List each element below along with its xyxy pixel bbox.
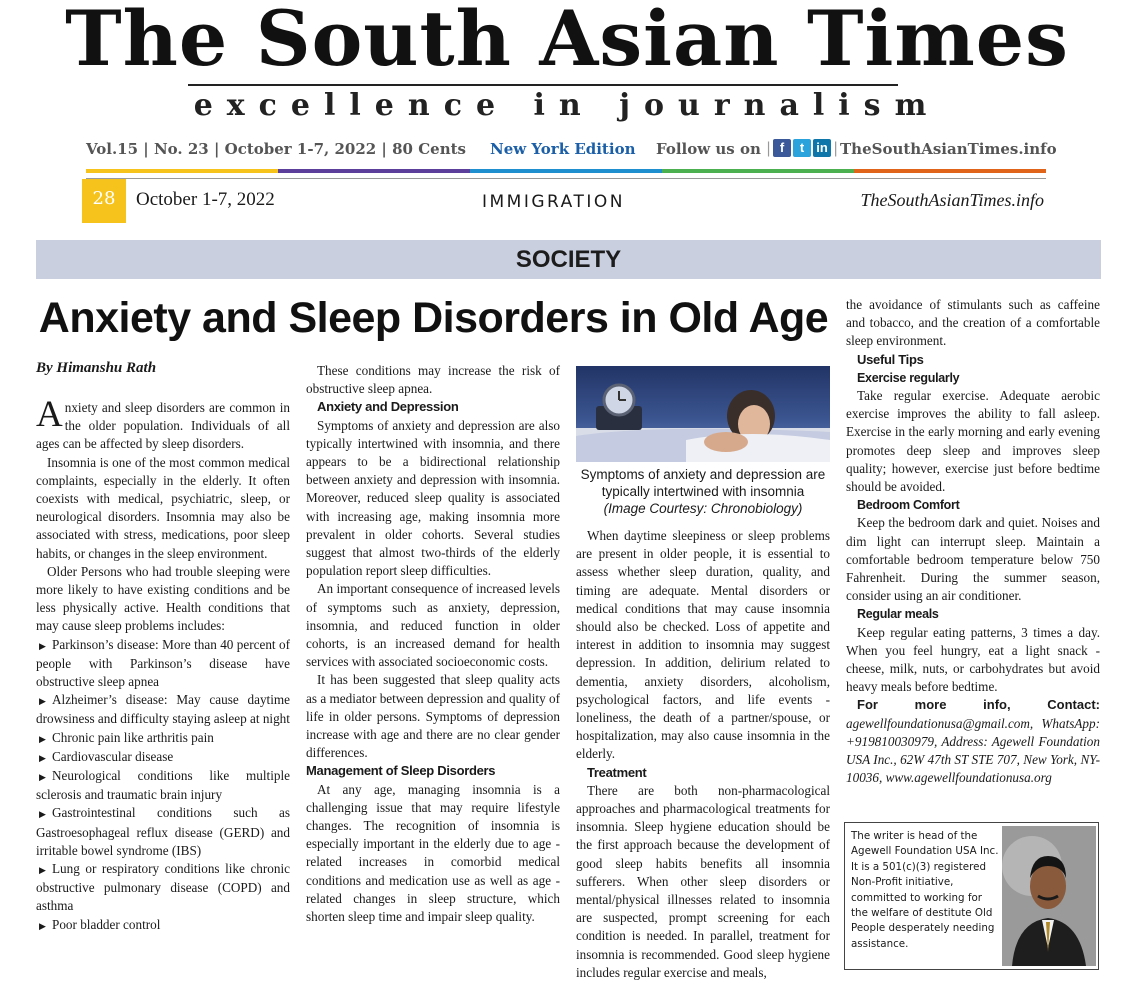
bullet-icon: ▶: [39, 809, 46, 820]
list-item: [36, 636, 290, 692]
caption-text: Symptoms of anxiety and depression are typically intertwined with insomnia: [580, 467, 826, 499]
bullet-icon: ▶: [39, 640, 46, 651]
author-bio: The writer is head of the Agewell Foundation USA Inc. It is a 501(c)(3) registered Non-Profit initiative, committed to working for the welfare of destitute Old People desperately needing assistance.: [851, 830, 999, 950]
paragraph: These conditions may increase the risk of obstructive sleep apnea.: [306, 363, 560, 397]
bullet-icon: ▶: [39, 752, 46, 763]
color-bar-segment: [662, 169, 854, 173]
condition-list: [36, 636, 290, 935]
contact-info: [846, 696, 1100, 787]
paragraph: Older Persons who had trouble sleeping were more likely to have existing conditions and be less physically active. Health conditions that may cause sleep problems includes:: [36, 563, 290, 634]
paragraph: Keep regular eating patterns, 3 times a day. When you feel hungry, eat a light snack - cheese, milk, nuts, or carbohydrates but avoid heavy meals before bedtime.: [846, 624, 1100, 695]
page-site[interactable]: TheSouthAsianTimes.info: [860, 190, 1044, 210]
caption-credit: (Image Courtesy: Chronobiology): [603, 501, 803, 516]
list-item: [36, 804, 290, 860]
article-column-4: [846, 296, 1100, 787]
color-bar-segment: [854, 169, 1046, 173]
list-item: [36, 729, 290, 748]
paragraph: At any age, managing insomnia is a challenging issue that may require lifestyle changes. The recognition of insomnia is especially important in the elderly due to age - related increases in comorbid medical conditions and medication use as well as age - related changes in sleep structure, which shorten sleep time and impair sleep quality.: [306, 781, 560, 925]
list-item-text: Lung or respiratory conditions like chronic obstructive pulmonary disease (COPD) and asthma: [36, 861, 290, 914]
paragraph: An important consequence of increased levels of symptoms such as anxiety, depression, insomnia, and reduced function in older cohorts, is an increased demand for health services with associated socioeconomic costs.: [306, 581, 560, 670]
page-bar: [86, 178, 1046, 222]
divider: |: [833, 139, 839, 157]
bullet-icon: ▶: [39, 920, 46, 931]
paragraph: Take regular exercise. Adequate aerobic exercise improves the ability to fall asleep. Exercise in the early morning and early evening promotes deep sleep and improves sleep quality; however, exercise just before bedtime should be avoided.: [846, 388, 1100, 495]
paragraph: Symptoms of anxiety and depression are also typically intertwined with insomnia, and there appears to be a bidirectional relationship between anxiety and depression with insomnia. Moreover, reduced sleep quality is associated with increasing age, making insomnia more prevalent in older cohorts. Several studies suggest that almost two-thirds of the elderly population report sleep difficulties.: [306, 417, 560, 579]
masthead-title: The South Asian Times: [65, 0, 1069, 83]
section-label: IMMIGRATION: [482, 192, 625, 212]
edition-label: New York Edition: [490, 140, 636, 158]
list-item-text: Gastrointestinal conditions such as Gastroesophageal reflux disease (GERD) and irritable bowel syndrome (IBS): [36, 805, 290, 858]
paragraph: There are both non-pharmacological approaches and pharmacological treatments for insomnia. Sleep hygiene education should be the first approach because the development of good sleep habits benefits all insomnia sufferers. When other sleep disorders or mental/physical illnesses related to insomnia are suspected, prompt screening for each condition is needed. In parallel, treatment for insomnia is recommended. Good sleep hygiene includes regular exercise and meals,: [576, 782, 830, 980]
article-photo: [576, 366, 830, 462]
social-links: [766, 139, 838, 157]
dropcap: A: [36, 394, 63, 435]
follow-label: Follow us on: [656, 140, 761, 158]
bullet-icon: ▶: [39, 696, 46, 707]
paragraph: [36, 394, 290, 454]
article-column-3: [576, 527, 830, 982]
bullet-icon: ▶: [39, 865, 46, 876]
color-bar-segment: [470, 169, 662, 173]
article-column-1: [36, 394, 290, 935]
author-photo: [1002, 826, 1096, 966]
page-date: October 1-7, 2022: [136, 189, 275, 210]
subheading: Anxiety and Depression: [317, 399, 459, 415]
list-item-text: Alzheimer’s disease: May cause daytime drowsiness and difficulty staying asleep at night: [36, 692, 290, 727]
list-item-text: Chronic pain like arthritis pain: [52, 729, 214, 745]
linkedin-icon[interactable]: in: [813, 139, 831, 157]
color-bar-segment: [86, 169, 278, 173]
author-portrait: [1002, 826, 1096, 966]
masthead-rule: [188, 84, 898, 86]
twitter-icon[interactable]: t: [793, 139, 811, 157]
list-item: [36, 860, 290, 916]
author-bio-box: [844, 822, 1099, 970]
issue-info: Vol.15 | No. 23 | October 1-7, 2022 | 80 Cents: [86, 140, 466, 158]
subheading: Bedroom Comfort: [857, 498, 960, 513]
article-headline: Anxiety and Sleep Disorders in Old Age: [38, 294, 829, 342]
list-item: [36, 767, 290, 804]
byline: By Himanshu Rath: [36, 360, 157, 376]
section-band: SOCIETY: [36, 240, 1101, 279]
paragraph: When daytime sleepiness or sleep problems are present in older people, it is essential to assess whether sleep duration, quality, and timing are adequate. Mental disorders or medical conditions that may cause insomnia should also be checked. Loss of appetite and interest in addition to insomnia may suggest depression. In addition, delirium related to dementia, anxiety disorders, alcoholism, psychological factors, and life events - loneliness, the death of a partner/spouse, or hospitalization, may also cause insomnia in the elderly.: [576, 528, 830, 762]
contact-text[interactable]: agewellfoundationusa@gmail.com, WhatsApp: +919810030979, Address: Agewell Foundation USA Inc., 62W 47th ST STE 707, New York, NY-10036, www.agewellfoundationusa.org: [846, 715, 1100, 786]
subheading: Regular meals: [857, 607, 939, 622]
list-item-text: Neurological conditions like multiple sclerosis and traumatic brain injury: [36, 768, 290, 803]
info-bar: [86, 139, 1057, 162]
tagline: excellence in journalism: [193, 88, 941, 123]
subheading: Useful Tips: [857, 351, 924, 367]
sleeping-woman-illustration: [576, 366, 830, 462]
paragraph: the avoidance of stimulants such as caffeine and tobacco, and the creation of a comfortable sleep environment.: [846, 297, 1100, 349]
list-item-text: Poor bladder control: [52, 916, 161, 932]
list-item: [36, 748, 290, 767]
divider: |: [766, 139, 772, 157]
color-bar-segment: [278, 169, 470, 173]
site-link[interactable]: TheSouthAsianTimes.info: [840, 140, 1057, 158]
list-item: [36, 691, 290, 728]
paragraph: It has been suggested that sleep quality acts as a mediator between depression and quality of life in older persons. Symptoms of depression increase with age and there are no clear gender differences.: [306, 672, 560, 761]
paragraph: Insomnia is one of the most common medical complaints, especially in the elderly. It often coexists with medical, psychiatric, sleep, or neurological disorders. Insomnia may also be associated with stress, medications, poor sleep habits, or changes in the sleep environment.: [36, 454, 290, 561]
list-item-text: Parkinson’s disease: More than 40 percent of people with Parkinson’s disease have obstructive sleep apnea: [36, 636, 290, 690]
list-item-text: Cardiovascular disease: [52, 748, 174, 764]
subheading: Management of Sleep Disorders: [306, 763, 496, 779]
subheading: Treatment: [587, 764, 647, 780]
facebook-icon[interactable]: f: [773, 139, 791, 157]
paragraph: Keep the bedroom dark and quiet. Noises and dim light can interrupt sleep. Maintain a comfortable bedroom temperature below 750 Fahrenheit. During the summer season, consider using an air conditioner.: [846, 515, 1100, 604]
contact-label: For more info, Contact:: [857, 697, 1100, 713]
list-item: [36, 916, 290, 935]
color-bar: [86, 169, 1046, 173]
bullet-icon: ▶: [39, 733, 46, 744]
subheading: Exercise regularly: [857, 370, 960, 385]
article-column-2: [306, 362, 560, 926]
photo-caption: [570, 466, 836, 517]
bullet-icon: ▶: [39, 772, 46, 783]
paragraph-text: nxiety and sleep disorders are common in the older population. Individuals of all ages can be affected by sleep disorders.: [36, 400, 290, 452]
page-number: 28: [82, 179, 126, 223]
